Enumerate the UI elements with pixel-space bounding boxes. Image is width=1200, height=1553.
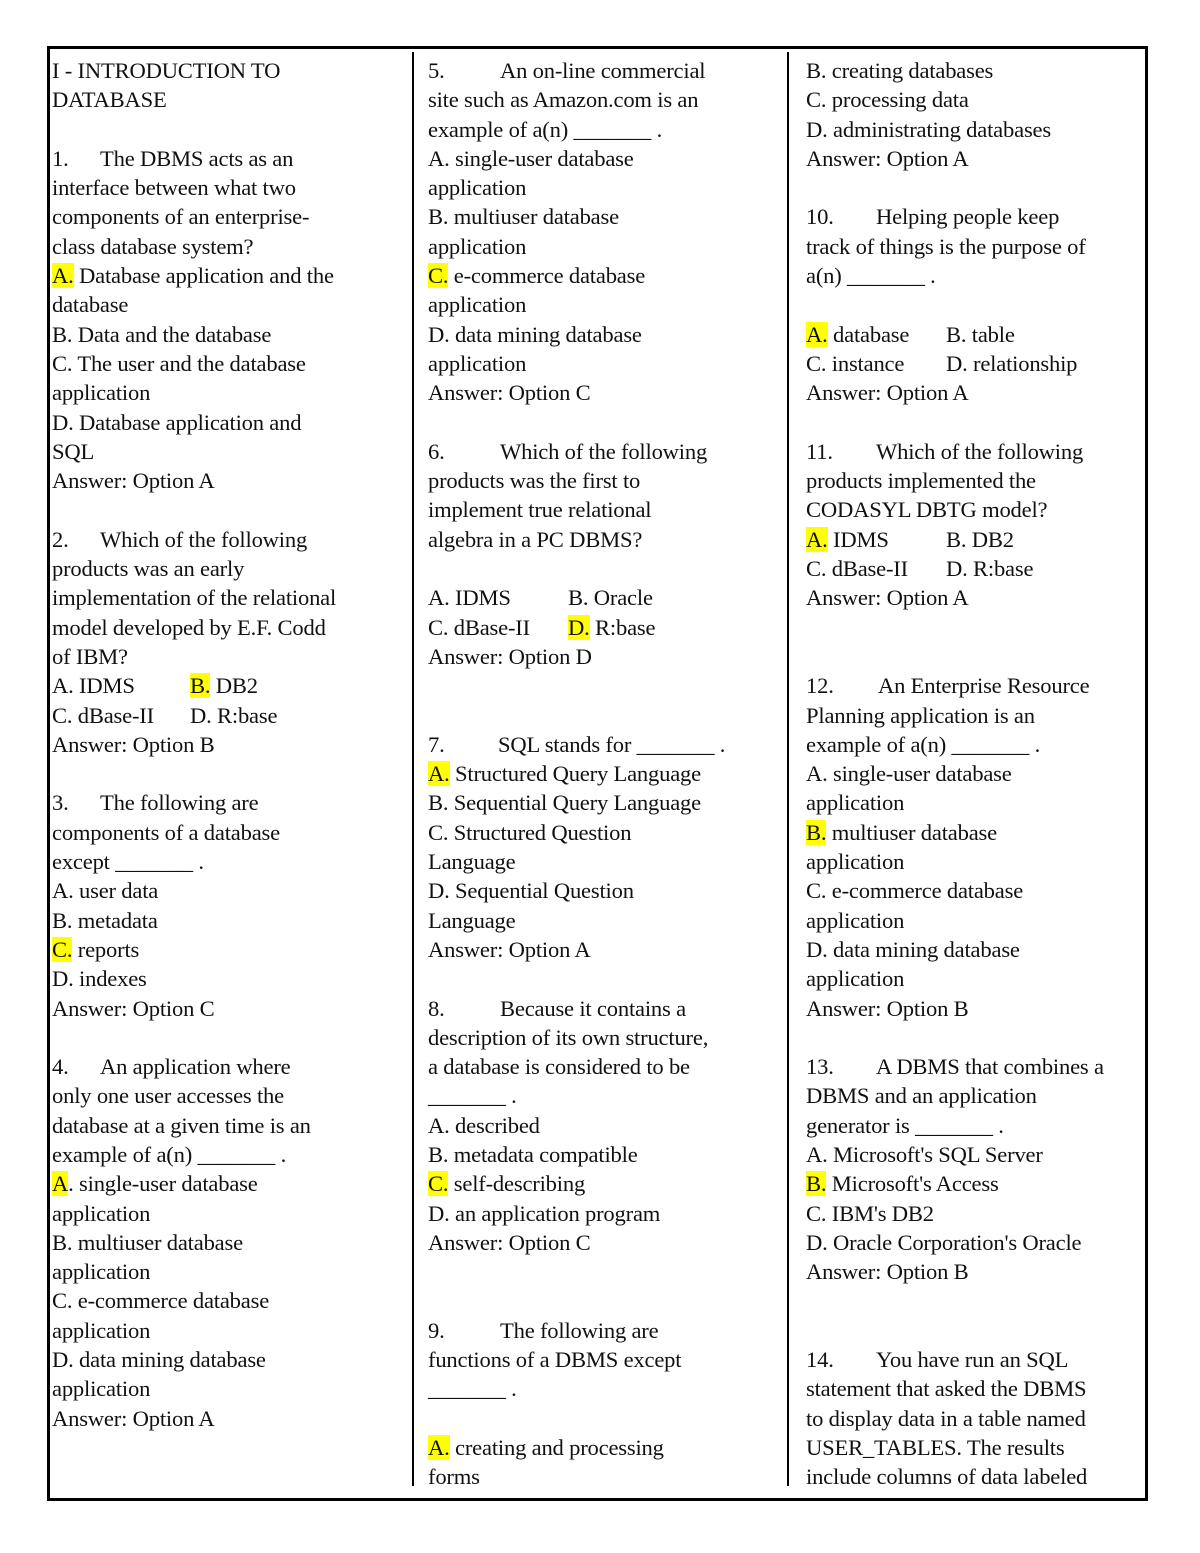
question-stem: site such as Amazon.com is an: [428, 87, 699, 113]
question-9-continued: [806, 56, 1146, 173]
option-b: B. metadata: [52, 907, 158, 933]
option-d: D. R:base: [946, 556, 1034, 582]
question-9: [428, 1316, 780, 1492]
question-10: [806, 202, 1146, 407]
option-b-cont: application: [428, 233, 527, 259]
question-stem: example of a(n) _______ .: [428, 116, 663, 142]
question-stem: The following are: [500, 1317, 659, 1343]
column-divider-1: [412, 52, 414, 1486]
question-stem: generator is _______ .: [806, 1112, 1004, 1138]
option-a: database: [833, 321, 910, 347]
question-4: [52, 1052, 404, 1433]
question-stem: DBMS and an application: [806, 1083, 1037, 1109]
question-stem: You have run an SQL: [876, 1347, 1069, 1373]
option-c: C. dBase-II: [428, 614, 530, 640]
question-stem: except _______ .: [52, 849, 204, 875]
option-a: A. single-user database: [428, 145, 634, 171]
answer-line: Answer: Option B: [52, 731, 215, 757]
option-d: D. indexes: [52, 966, 147, 992]
question-13: [806, 1052, 1146, 1286]
question-14: [806, 1345, 1146, 1491]
question-11: [806, 437, 1146, 613]
highlighted-answer-letter: C.: [428, 263, 449, 289]
question-stem: model developed by E.F. Codd: [52, 614, 326, 640]
highlighted-answer-letter: A.: [428, 761, 450, 787]
question-5: [428, 56, 780, 408]
option-a: A. creating and processing: [428, 1434, 664, 1460]
question-stem: SQL stands for _______ .: [498, 731, 726, 757]
question-stem: Because it contains a: [500, 995, 686, 1021]
option-a: A. single-user database: [806, 761, 1012, 787]
answer-line: Answer: Option C: [52, 995, 215, 1021]
option-c: C. dBase-II: [806, 556, 908, 582]
option-b-cont: application: [52, 1259, 151, 1285]
question-stem: track of things is the purpose of: [806, 233, 1086, 259]
question-stem: include columns of data labeled: [806, 1464, 1088, 1490]
question-stem: only one user accesses the: [52, 1083, 284, 1109]
option-d-cont: application: [428, 350, 527, 376]
question-6: [428, 437, 780, 671]
option-b: B. metadata compatible: [428, 1141, 638, 1167]
highlighted-answer-letter: B.: [806, 819, 827, 845]
question-stem: implement true relational: [428, 497, 652, 523]
option-b: B. multiuser database: [428, 204, 619, 230]
answer-line: Answer: Option B: [806, 995, 969, 1021]
option-d: R:base: [595, 614, 656, 640]
question-number: 12.: [806, 673, 834, 699]
option-a: A. IDMS: [52, 673, 135, 699]
highlighted-answer-letter: A.: [428, 1434, 450, 1460]
question-number: 8.: [428, 995, 445, 1021]
highlighted-answer-letter: B.: [806, 1171, 827, 1197]
option-d: D. an application program: [428, 1200, 661, 1226]
option-d: D. administrating databases: [806, 116, 1051, 142]
column-2: [428, 56, 780, 1492]
question-stem: An application where: [100, 1054, 291, 1080]
option-d: D. Database application and: [52, 409, 302, 435]
question-stem: A DBMS that combines a: [876, 1054, 1104, 1080]
highlighted-answer-letter: A.: [806, 526, 828, 552]
column-3: [806, 56, 1146, 1492]
question-stem: Planning application is an: [806, 702, 1035, 728]
highlighted-answer-letter: A: [52, 1171, 69, 1197]
highlighted-answer-letter: C.: [52, 936, 73, 962]
question-stem: An Enterprise Resource: [878, 673, 1090, 699]
answer-line: Answer: Option A: [806, 145, 969, 171]
answer-line: Answer: Option B: [806, 1259, 969, 1285]
option-d-cont: application: [806, 966, 905, 992]
question-12: [806, 671, 1146, 1023]
option-c: C. instance: [806, 350, 905, 376]
question-7: [428, 730, 780, 964]
question-stem: components of a database: [52, 819, 280, 845]
option-d-cont: application: [52, 1376, 151, 1402]
option-c: C. self-describing: [428, 1171, 586, 1197]
option-d: D. Sequential Question: [428, 878, 634, 904]
option-a-cont: database: [52, 292, 129, 318]
option-d-cont: Language: [428, 907, 516, 933]
option-c: C. reports: [52, 936, 140, 962]
option-d-cont: SQL: [52, 438, 95, 464]
question-stem: _______ .: [428, 1083, 517, 1109]
question-stem: CODASYL DBTG model?: [806, 497, 1048, 523]
answer-line: Answer: Option A: [806, 585, 969, 611]
question-stem: description of its own structure,: [428, 1024, 709, 1050]
option-a: A. described: [428, 1112, 540, 1138]
option-a-cont: application: [52, 1200, 151, 1226]
question-stem: of IBM?: [52, 643, 128, 669]
option-c: C. e-commerce database: [806, 878, 1024, 904]
question-number: 2.: [52, 526, 69, 552]
option-c: C. IBM's DB2: [806, 1200, 934, 1226]
option-c-cont: application: [428, 292, 527, 318]
option-b: B. Microsoft's Access: [806, 1171, 999, 1197]
option-c-cont: application: [52, 380, 151, 406]
option-b-cont: application: [806, 849, 905, 875]
option-a: A. user data: [52, 878, 159, 904]
option-c-cont: application: [806, 907, 905, 933]
question-number: 6.: [428, 438, 445, 464]
question-number: 11.: [806, 438, 833, 464]
question-stem: Helping people keep: [876, 204, 1060, 230]
question-number: 3.: [52, 790, 69, 816]
question-stem: class database system?: [52, 233, 254, 259]
section-heading: DATABASE: [52, 87, 167, 113]
option-b: B. Oracle: [568, 585, 653, 611]
question-stem: example of a(n) _______ .: [806, 731, 1041, 757]
option-c-cont: Language: [428, 849, 516, 875]
question-stem: The following are: [100, 790, 259, 816]
question-stem: functions of a DBMS except: [428, 1347, 682, 1373]
option-c-cont: application: [52, 1317, 151, 1343]
question-stem: Which of the following: [100, 526, 308, 552]
question-2: [52, 525, 404, 759]
question-stem: _______ .: [428, 1376, 517, 1402]
answer-line: Answer: Option A: [806, 380, 969, 406]
option-b: B. multiuser database: [806, 819, 997, 845]
question-number: 5.: [428, 58, 445, 83]
option-d: D. data mining database: [52, 1347, 266, 1373]
question-1: [52, 144, 404, 496]
option-a: IDMS: [833, 526, 889, 552]
option-b: B. Data and the database: [52, 321, 272, 347]
question-stem: to display data in a table named: [806, 1405, 1086, 1431]
option-a: A. Microsoft's SQL Server: [806, 1141, 1043, 1167]
question-number: 14.: [806, 1347, 834, 1373]
answer-line: Answer: Option C: [428, 380, 591, 406]
question-stem: implementation of the relational: [52, 585, 337, 611]
column-1: [52, 56, 404, 1433]
answer-line: Answer: Option A: [52, 1405, 215, 1431]
highlighted-answer-letter: A.: [806, 321, 828, 347]
highlighted-answer-letter: A.: [52, 263, 74, 289]
question-stem: components of an enterprise-: [52, 204, 310, 230]
question-stem: Which of the following: [500, 438, 708, 464]
question-stem: Which of the following: [876, 438, 1084, 464]
question-stem: interface between what two: [52, 175, 296, 201]
question-number: 4.: [52, 1054, 69, 1080]
question-3: [52, 788, 404, 1022]
highlighted-answer-letter: D.: [568, 614, 590, 640]
question-stem: An on-line commercial: [500, 58, 706, 83]
option-a: A. Database application and the: [52, 263, 334, 289]
option-b: B. creating databases: [806, 58, 994, 83]
option-a-cont: application: [428, 175, 527, 201]
question-number: 1.: [52, 145, 69, 171]
option-a-cont: application: [806, 790, 905, 816]
question-stem: database at a given time is an: [52, 1112, 311, 1138]
option-c: C. e-commerce database: [428, 263, 646, 289]
option-b: B. table: [946, 321, 1015, 347]
option-a-cont: forms: [428, 1464, 480, 1490]
option-c: C. dBase-II: [52, 702, 154, 728]
question-stem: example of a(n) _______ .: [52, 1141, 287, 1167]
highlighted-answer-letter: B.: [190, 673, 211, 699]
section-heading: I - INTRODUCTION TO: [52, 58, 281, 83]
column-divider-2: [787, 52, 789, 1486]
question-stem: statement that asked the DBMS: [806, 1376, 1087, 1402]
question-stem: The DBMS acts as an: [100, 145, 294, 171]
option-b: B. multiuser database: [52, 1229, 243, 1255]
question-stem: algebra in a PC DBMS?: [428, 526, 643, 552]
option-d: D. relationship: [946, 350, 1078, 376]
option-b: B. DB2: [946, 526, 1014, 552]
question-stem: products implemented the: [806, 468, 1036, 494]
option-c: C. The user and the database: [52, 350, 306, 376]
answer-line: Answer: Option A: [428, 936, 591, 962]
question-number: 7.: [428, 731, 445, 757]
question-number: 13.: [806, 1054, 834, 1080]
option-a: A. single-user database: [52, 1171, 258, 1197]
answer-line: Answer: Option C: [428, 1229, 591, 1255]
question-stem: a database is considered to be: [428, 1054, 690, 1080]
highlighted-answer-letter: C.: [428, 1171, 449, 1197]
answer-line: Answer: Option A: [52, 468, 215, 494]
question-stem: USER_TABLES. The results: [806, 1434, 1065, 1460]
option-d: D. data mining database: [806, 936, 1020, 962]
question-number: 10.: [806, 204, 834, 230]
question-stem: a(n) _______ .: [806, 263, 936, 289]
question-8: [428, 994, 780, 1258]
option-d: D. R:base: [190, 702, 278, 728]
question-stem: products was the first to: [428, 468, 641, 494]
option-c: C. processing data: [806, 87, 969, 113]
option-b: B. Sequential Query Language: [428, 790, 701, 816]
answer-line: Answer: Option D: [428, 643, 592, 669]
option-c: C. Structured Question: [428, 819, 632, 845]
question-number: 9.: [428, 1317, 445, 1343]
option-a: A. IDMS: [428, 585, 511, 611]
option-b: DB2: [215, 673, 258, 699]
option-a: A. Structured Query Language: [428, 761, 701, 787]
option-c: C. e-commerce database: [52, 1288, 270, 1314]
option-d: D. Oracle Corporation's Oracle: [806, 1229, 1082, 1255]
option-d: D. data mining database: [428, 321, 642, 347]
question-stem: products was an early: [52, 556, 245, 582]
